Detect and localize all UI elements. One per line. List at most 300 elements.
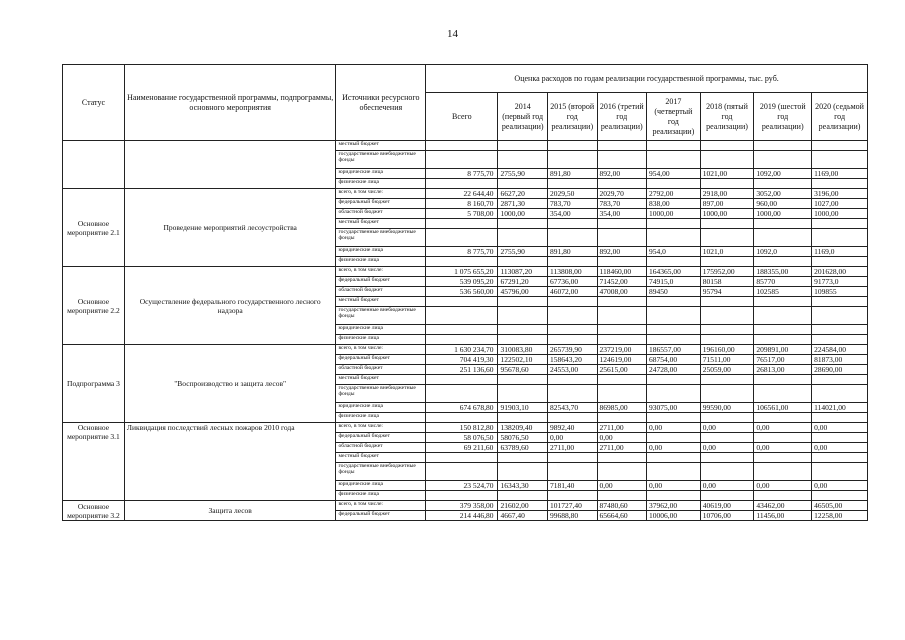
value-year: 46072,00 bbox=[547, 287, 597, 297]
value-total bbox=[426, 179, 498, 189]
value-year: 95678,60 bbox=[498, 365, 548, 375]
value-year bbox=[812, 335, 868, 345]
value-total bbox=[426, 413, 498, 423]
value-year bbox=[754, 325, 812, 335]
value-year: 87480,60 bbox=[597, 501, 647, 511]
value-year bbox=[597, 219, 647, 229]
value-year bbox=[754, 151, 812, 169]
funding-source: юридические лица bbox=[336, 247, 426, 257]
value-year bbox=[700, 433, 754, 443]
value-total bbox=[426, 307, 498, 325]
value-year bbox=[547, 179, 597, 189]
value-year bbox=[754, 219, 812, 229]
value-year bbox=[498, 453, 548, 463]
value-year: 101727,40 bbox=[547, 501, 597, 511]
funding-source: физические лица bbox=[336, 257, 426, 267]
value-year: 67736,00 bbox=[547, 277, 597, 287]
value-year: 4667,40 bbox=[498, 511, 548, 521]
funding-source: физические лица bbox=[336, 491, 426, 501]
header-col-total: Всего bbox=[426, 93, 498, 141]
funding-source: местный бюджет bbox=[336, 375, 426, 385]
value-year bbox=[647, 151, 701, 169]
value-year: 24728,00 bbox=[647, 365, 701, 375]
value-year: 960,00 bbox=[754, 199, 812, 209]
value-year bbox=[498, 491, 548, 501]
value-total: 23 524,70 bbox=[426, 481, 498, 491]
value-year bbox=[700, 335, 754, 345]
value-total bbox=[426, 385, 498, 403]
value-year: 68754,00 bbox=[647, 355, 701, 365]
header-estimate: Оценка расходов по годам реализации государственной программы, тыс. руб. bbox=[426, 65, 868, 93]
value-year bbox=[597, 297, 647, 307]
value-total: 69 211,60 bbox=[426, 443, 498, 453]
value-total bbox=[426, 141, 498, 151]
value-year: 76517,00 bbox=[754, 355, 812, 365]
value-year: 1000,00 bbox=[498, 209, 548, 219]
value-year bbox=[700, 257, 754, 267]
value-total bbox=[426, 453, 498, 463]
value-year bbox=[754, 229, 812, 247]
table-row bbox=[63, 345, 868, 355]
section-name bbox=[124, 141, 336, 189]
value-year bbox=[547, 491, 597, 501]
value-year bbox=[547, 385, 597, 403]
value-year bbox=[700, 297, 754, 307]
value-year: 124619,00 bbox=[597, 355, 647, 365]
value-year bbox=[498, 229, 548, 247]
value-total: 8 775,70 bbox=[426, 247, 498, 257]
value-year bbox=[597, 453, 647, 463]
funding-source: государственные внебюджетные фонды bbox=[336, 229, 426, 247]
funding-source: федеральный бюджет bbox=[336, 277, 426, 287]
value-year bbox=[597, 307, 647, 325]
value-year: 0,00 bbox=[647, 423, 701, 433]
value-year: 892,00 bbox=[597, 247, 647, 257]
value-year: 891,80 bbox=[547, 247, 597, 257]
value-year: 28690,00 bbox=[812, 365, 868, 375]
value-year: 86985,00 bbox=[597, 403, 647, 413]
value-year bbox=[647, 335, 701, 345]
value-total: 251 136,60 bbox=[426, 365, 498, 375]
value-year: 2918,00 bbox=[700, 189, 754, 199]
value-year bbox=[754, 491, 812, 501]
value-year: 45796,00 bbox=[498, 287, 548, 297]
funding-source: всего, в том числе: bbox=[336, 345, 426, 355]
funding-source: юридические лица bbox=[336, 169, 426, 179]
value-year: 2029,70 bbox=[597, 189, 647, 199]
value-year: 209891,00 bbox=[754, 345, 812, 355]
value-year: 892,00 bbox=[597, 169, 647, 179]
value-total bbox=[426, 151, 498, 169]
value-total: 1 075 655,20 bbox=[426, 267, 498, 277]
value-year bbox=[812, 179, 868, 189]
page-number: 14 bbox=[447, 28, 458, 40]
value-year bbox=[498, 385, 548, 403]
value-year: 26813,00 bbox=[754, 365, 812, 375]
value-year: 0,00 bbox=[812, 423, 868, 433]
funding-source: всего, в том числе: bbox=[336, 267, 426, 277]
value-year bbox=[647, 413, 701, 423]
table-row bbox=[63, 423, 868, 433]
value-year: 0,00 bbox=[754, 481, 812, 491]
value-year: 188355,00 bbox=[754, 267, 812, 277]
value-year bbox=[647, 453, 701, 463]
value-year bbox=[498, 307, 548, 325]
value-year bbox=[547, 453, 597, 463]
value-year bbox=[812, 141, 868, 151]
value-year: 164365,00 bbox=[647, 267, 701, 277]
value-year: 2755,90 bbox=[498, 247, 548, 257]
value-year bbox=[597, 179, 647, 189]
value-year bbox=[647, 229, 701, 247]
value-year bbox=[700, 413, 754, 423]
funding-source: федеральный бюджет bbox=[336, 199, 426, 209]
section-status: Основное мероприятие 3.1 bbox=[63, 423, 125, 501]
value-year bbox=[547, 141, 597, 151]
value-year: 2029,50 bbox=[547, 189, 597, 199]
value-year bbox=[597, 413, 647, 423]
value-year: 10706,00 bbox=[700, 511, 754, 521]
value-year: 1021,00 bbox=[700, 169, 754, 179]
value-year bbox=[597, 151, 647, 169]
value-year bbox=[754, 179, 812, 189]
value-year bbox=[498, 413, 548, 423]
section-status: Основное мероприятие 3.2 bbox=[63, 501, 125, 521]
value-year: 118460,00 bbox=[597, 267, 647, 277]
value-year bbox=[547, 257, 597, 267]
funding-source: местный бюджет bbox=[336, 141, 426, 151]
value-year: 1000,00 bbox=[812, 209, 868, 219]
value-year: 0,00 bbox=[812, 481, 868, 491]
funding-source: физические лица bbox=[336, 413, 426, 423]
value-year: 6627,20 bbox=[498, 189, 548, 199]
funding-source: юридические лица bbox=[336, 481, 426, 491]
value-year: 186557,00 bbox=[647, 345, 701, 355]
value-year bbox=[647, 307, 701, 325]
value-year: 85770 bbox=[754, 277, 812, 287]
value-year bbox=[547, 325, 597, 335]
value-year bbox=[498, 335, 548, 345]
value-year: 71452,00 bbox=[597, 277, 647, 287]
value-year: 82543,70 bbox=[547, 403, 597, 413]
value-year: 93075,00 bbox=[647, 403, 701, 413]
value-year: 0,00 bbox=[812, 443, 868, 453]
value-year: 102585 bbox=[754, 287, 812, 297]
value-year bbox=[597, 335, 647, 345]
value-year bbox=[498, 297, 548, 307]
value-year: 0,00 bbox=[647, 443, 701, 453]
value-year bbox=[700, 385, 754, 403]
section-name: Осуществление федерального государственного лесного надзора bbox=[124, 267, 336, 345]
value-year: 91903,10 bbox=[498, 403, 548, 413]
value-total bbox=[426, 297, 498, 307]
value-year bbox=[812, 229, 868, 247]
value-total: 536 560,00 bbox=[426, 287, 498, 297]
value-year: 113808,00 bbox=[547, 267, 597, 277]
value-year bbox=[547, 151, 597, 169]
section-name: "Воспроизводство и защита лесов" bbox=[124, 345, 336, 423]
value-year: 46505,00 bbox=[812, 501, 868, 511]
funding-source: государственные внебюджетные фонды bbox=[336, 151, 426, 169]
funding-source: областной бюджет bbox=[336, 443, 426, 453]
budget-table bbox=[62, 64, 868, 521]
value-year: 354,00 bbox=[597, 209, 647, 219]
header-sources: Источники ресурсного обеспечения bbox=[336, 65, 426, 141]
funding-source: государственные внебюджетные фонды bbox=[336, 385, 426, 403]
value-year bbox=[647, 219, 701, 229]
value-year bbox=[547, 375, 597, 385]
header-program-name: Наименование государственной программы, подпрограммы, основного мероприятия bbox=[124, 65, 336, 141]
value-year: 2711,00 bbox=[597, 423, 647, 433]
value-year bbox=[647, 179, 701, 189]
table-row bbox=[63, 501, 868, 511]
value-year bbox=[597, 491, 647, 501]
value-total bbox=[426, 219, 498, 229]
value-year bbox=[498, 219, 548, 229]
value-year bbox=[812, 463, 868, 481]
value-year bbox=[754, 433, 812, 443]
header-col-2015: 2015 (второй год реализации) bbox=[547, 93, 597, 141]
value-year: 0,00 bbox=[754, 443, 812, 453]
funding-source: государственные внебюджетные фонды bbox=[336, 463, 426, 481]
value-year bbox=[812, 257, 868, 267]
value-year: 12258,00 bbox=[812, 511, 868, 521]
funding-source: юридические лица bbox=[336, 325, 426, 335]
value-year bbox=[597, 463, 647, 481]
value-year bbox=[498, 141, 548, 151]
value-year bbox=[647, 433, 701, 443]
value-year: 2711,00 bbox=[547, 443, 597, 453]
value-year bbox=[547, 307, 597, 325]
funding-source: местный бюджет bbox=[336, 219, 426, 229]
value-total: 8 775,70 bbox=[426, 169, 498, 179]
value-year: 1021,0 bbox=[700, 247, 754, 257]
value-total: 5 708,00 bbox=[426, 209, 498, 219]
value-year: 91773,0 bbox=[812, 277, 868, 287]
value-year: 1092,0 bbox=[754, 247, 812, 257]
value-year bbox=[547, 229, 597, 247]
value-year bbox=[498, 179, 548, 189]
value-year bbox=[754, 307, 812, 325]
value-year bbox=[812, 375, 868, 385]
value-year bbox=[647, 385, 701, 403]
value-year: 99590,00 bbox=[700, 403, 754, 413]
value-year bbox=[597, 257, 647, 267]
funding-source: федеральный бюджет bbox=[336, 433, 426, 443]
value-year bbox=[647, 325, 701, 335]
value-total bbox=[426, 257, 498, 267]
value-year bbox=[812, 307, 868, 325]
value-year: 175952,00 bbox=[700, 267, 754, 277]
value-year: 0,00 bbox=[700, 423, 754, 433]
value-year: 25615,00 bbox=[597, 365, 647, 375]
value-year bbox=[754, 335, 812, 345]
value-year: 1000,00 bbox=[754, 209, 812, 219]
value-year bbox=[597, 385, 647, 403]
value-year bbox=[647, 375, 701, 385]
value-year bbox=[647, 257, 701, 267]
value-year bbox=[498, 151, 548, 169]
value-year: 1000,00 bbox=[647, 209, 701, 219]
value-year bbox=[700, 491, 754, 501]
header-col-2016: 2016 (третий год реализации) bbox=[597, 93, 647, 141]
value-year: 74915,0 bbox=[647, 277, 701, 287]
header-col-2018: 2018 (пятый год реализации) bbox=[700, 93, 754, 141]
value-year bbox=[754, 257, 812, 267]
value-year bbox=[647, 297, 701, 307]
value-year bbox=[700, 325, 754, 335]
value-year bbox=[547, 335, 597, 345]
value-year bbox=[498, 257, 548, 267]
value-year: 158643,20 bbox=[547, 355, 597, 365]
value-year bbox=[597, 375, 647, 385]
value-year bbox=[700, 453, 754, 463]
funding-source: физические лица bbox=[336, 335, 426, 345]
value-year bbox=[812, 219, 868, 229]
funding-source: всего, в том числе: bbox=[336, 501, 426, 511]
value-total: 674 678,80 bbox=[426, 403, 498, 413]
value-year: 783,70 bbox=[597, 199, 647, 209]
value-year bbox=[812, 433, 868, 443]
value-year: 71511,00 bbox=[700, 355, 754, 365]
value-year: 24553,00 bbox=[547, 365, 597, 375]
value-year: 0,00 bbox=[597, 433, 647, 443]
section-name: Защита лесов bbox=[124, 501, 336, 521]
value-year: 114021,00 bbox=[812, 403, 868, 413]
value-year: 40619,00 bbox=[700, 501, 754, 511]
value-year: 99688,80 bbox=[547, 511, 597, 521]
value-year: 838,00 bbox=[647, 199, 701, 209]
value-year bbox=[812, 297, 868, 307]
value-year: 237219,00 bbox=[597, 345, 647, 355]
value-year bbox=[812, 453, 868, 463]
value-year: 7181,40 bbox=[547, 481, 597, 491]
value-year: 2711,00 bbox=[597, 443, 647, 453]
value-year: 1169,0 bbox=[812, 247, 868, 257]
value-year bbox=[754, 463, 812, 481]
value-year: 47008,00 bbox=[597, 287, 647, 297]
funding-source: областной бюджет bbox=[336, 287, 426, 297]
value-year bbox=[754, 375, 812, 385]
value-year: 89450 bbox=[647, 287, 701, 297]
value-year: 196160,00 bbox=[700, 345, 754, 355]
value-year bbox=[700, 151, 754, 169]
funding-source: юридические лица bbox=[336, 403, 426, 413]
value-year bbox=[647, 491, 701, 501]
value-total bbox=[426, 229, 498, 247]
value-total: 214 446,80 bbox=[426, 511, 498, 521]
value-year bbox=[700, 229, 754, 247]
funding-source: всего, в том числе: bbox=[336, 423, 426, 433]
value-year: 1092,00 bbox=[754, 169, 812, 179]
funding-source: государственные внебюджетные фонды bbox=[336, 307, 426, 325]
value-year bbox=[812, 325, 868, 335]
value-total: 8 160,70 bbox=[426, 199, 498, 209]
value-year: 37962,00 bbox=[647, 501, 701, 511]
value-total: 58 076,50 bbox=[426, 433, 498, 443]
value-year: 1000,00 bbox=[700, 209, 754, 219]
value-year: 0,00 bbox=[754, 423, 812, 433]
value-year: 354,00 bbox=[547, 209, 597, 219]
value-year: 21602,00 bbox=[498, 501, 548, 511]
funding-source: физические лица bbox=[336, 179, 426, 189]
value-year: 106561,00 bbox=[754, 403, 812, 413]
funding-source: всего, в том числе: bbox=[336, 189, 426, 199]
value-year bbox=[547, 297, 597, 307]
value-year bbox=[498, 325, 548, 335]
value-year: 224584,00 bbox=[812, 345, 868, 355]
value-year bbox=[700, 375, 754, 385]
value-year: 0,00 bbox=[547, 433, 597, 443]
value-year bbox=[547, 463, 597, 481]
value-year: 0,00 bbox=[700, 481, 754, 491]
value-year bbox=[647, 463, 701, 481]
value-total: 150 812,80 bbox=[426, 423, 498, 433]
value-total bbox=[426, 463, 498, 481]
funding-source: областной бюджет bbox=[336, 209, 426, 219]
table-row bbox=[63, 141, 868, 151]
funding-source: местный бюджет bbox=[336, 297, 426, 307]
value-year bbox=[700, 307, 754, 325]
header-col-2020: 2020 (седьмой год реализации) bbox=[812, 93, 868, 141]
value-year: 3052,00 bbox=[754, 189, 812, 199]
value-year: 2792,00 bbox=[647, 189, 701, 199]
header-col-2017: 2017 (четвертый год реализации) bbox=[647, 93, 701, 141]
value-total: 539 095,20 bbox=[426, 277, 498, 287]
section-status: Основное мероприятие 2.2 bbox=[63, 267, 125, 345]
value-year: 43462,00 bbox=[754, 501, 812, 511]
value-total: 22 644,40 bbox=[426, 189, 498, 199]
value-year: 25059,00 bbox=[700, 365, 754, 375]
value-year: 16343,30 bbox=[498, 481, 548, 491]
value-year bbox=[754, 453, 812, 463]
value-year bbox=[700, 219, 754, 229]
table-row bbox=[63, 189, 868, 199]
value-total: 1 630 234,70 bbox=[426, 345, 498, 355]
value-total bbox=[426, 325, 498, 335]
value-year: 80158 bbox=[700, 277, 754, 287]
section-status bbox=[63, 141, 125, 189]
section-name: Ликвидация последствий лесных пожаров 2010 года bbox=[124, 423, 336, 501]
value-year bbox=[597, 229, 647, 247]
value-year: 954,00 bbox=[647, 169, 701, 179]
value-year: 10006,00 bbox=[647, 511, 701, 521]
table-row bbox=[63, 267, 868, 277]
value-year: 954,0 bbox=[647, 247, 701, 257]
value-year bbox=[812, 491, 868, 501]
value-total: 379 358,00 bbox=[426, 501, 498, 511]
value-year bbox=[700, 179, 754, 189]
value-year: 9892,40 bbox=[547, 423, 597, 433]
value-year bbox=[597, 141, 647, 151]
value-year bbox=[754, 385, 812, 403]
value-year bbox=[754, 413, 812, 423]
value-year bbox=[597, 325, 647, 335]
value-year bbox=[812, 413, 868, 423]
value-total bbox=[426, 491, 498, 501]
value-year: 109855 bbox=[812, 287, 868, 297]
value-year bbox=[547, 219, 597, 229]
value-total bbox=[426, 335, 498, 345]
value-year: 122502,10 bbox=[498, 355, 548, 365]
value-year: 897,00 bbox=[700, 199, 754, 209]
value-total bbox=[426, 375, 498, 385]
funding-source: федеральный бюджет bbox=[336, 355, 426, 365]
value-total: 704 419,30 bbox=[426, 355, 498, 365]
value-year: 783,70 bbox=[547, 199, 597, 209]
value-year: 11456,00 bbox=[754, 511, 812, 521]
value-year: 265739,90 bbox=[547, 345, 597, 355]
